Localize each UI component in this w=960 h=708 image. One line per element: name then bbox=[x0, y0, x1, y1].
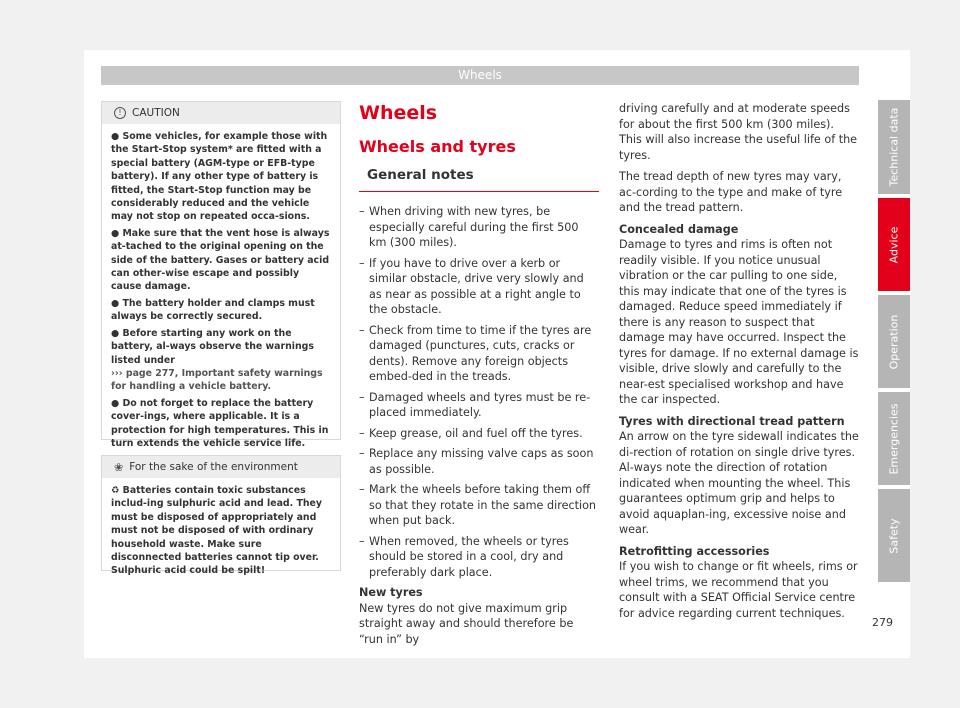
retrofitting-text: If you wish to change or fit wheels, rims or wheel trims, we recommend that you consult with a SEAT Official Service centre for advice regarding current techniques. bbox=[619, 560, 858, 620]
caution-item: ● Before starting any work on the battery, al-ways observe the warnings listed under bbox=[111, 327, 314, 366]
list-item: – When removed, the wheels or tyres should be stored in a cool, dry and preferably dark place. bbox=[359, 534, 599, 581]
right-column bbox=[619, 101, 859, 627]
section-title: Wheels bbox=[359, 102, 438, 124]
paragraph: The tread depth of new tyres may vary, ac-cording to the type and make of tyre and the tread pattern. bbox=[619, 170, 843, 214]
running-header: Wheels bbox=[101, 66, 859, 85]
caution-page-link[interactable]: ››› page 277, Important safety warnings for handling a vehicle battery. bbox=[111, 367, 323, 393]
tab-emergencies[interactable]: Emergencies bbox=[878, 392, 910, 485]
caution-item: ● Do not forget to replace the battery cover-ings, where applicable. It is a protection for high temperatures. This in turn extends the vehicle service life. bbox=[111, 397, 329, 449]
environment-box bbox=[101, 455, 341, 577]
caution-header bbox=[102, 102, 340, 124]
list-item: – Replace any missing valve caps as soon as possible. bbox=[359, 446, 599, 477]
list-item: – When driving with new tyres, be especially careful during the first 500 km (300 miles). bbox=[359, 204, 599, 251]
caution-box bbox=[101, 101, 341, 449]
caution-icon: ! bbox=[114, 107, 126, 119]
paragraph: driving carefully and at moderate speeds for about the first 500 km (300 miles). This will also increase the useful life of the tyres. bbox=[619, 102, 858, 162]
main-column bbox=[359, 101, 599, 647]
topic-title: General notes bbox=[367, 167, 474, 183]
new-tyres-title: New tyres bbox=[359, 586, 423, 599]
environment-header bbox=[102, 456, 340, 478]
environment-icon: ❀ bbox=[114, 460, 124, 474]
tab-technical-data[interactable]: Technical data bbox=[878, 100, 910, 194]
heading-divider bbox=[359, 191, 599, 192]
list-item: – Damaged wheels and tyres must be re-placed immediately. bbox=[359, 390, 599, 421]
directional-text: An arrow on the tyre sidewall indicates the di-rection of rotation on single drive tyres. Al-ways note the direction of rotation indicated when mounting the wheel. This guarantees optimum grip and helps to avoid aquaplan-ing, excessive noise and wear. bbox=[619, 430, 859, 536]
tab-safety[interactable]: Safety bbox=[878, 489, 910, 582]
recycle-icon: ♻ bbox=[111, 485, 123, 496]
caution-item: ● The battery holder and clamps must always be correctly secured. bbox=[111, 297, 315, 323]
tab-operation[interactable]: Operation bbox=[878, 295, 910, 388]
concealed-damage-title: Concealed damage bbox=[619, 222, 739, 236]
list-item: – Keep grease, oil and fuel off the tyres. bbox=[359, 426, 599, 442]
subsection-title: Wheels and tyres bbox=[359, 137, 516, 156]
caution-item: ● Some vehicles, for example those with the Start-Stop system* are fitted with a special battery (AGM-type or EFB-type battery). If any other type of battery is fitted, the Start-Stop function may be considerably reduced and the vehicle may not stop on repeated occa-sions. bbox=[111, 131, 328, 223]
notes-list bbox=[359, 204, 599, 580]
caution-title: CAUTION bbox=[132, 107, 180, 119]
tab-advice[interactable]: Advice bbox=[878, 198, 910, 291]
environment-text: ♻ Batteries contain toxic substances includ-ing sulphuric acid and lead. They must be disposed of appropriately and must not be disposed of with ordinary household waste. Make sure disconnected batteries cannot tip over. Sulphuric acid could be spilt! bbox=[111, 485, 323, 577]
concealed-damage-text: Damage to tyres and rims is often not readily visible. If you notice unusual vibration or the car pulling to one side, this may indicate that one of the tyres is damaged. Reduce speed immediately if there is any reason to suspect that damage may have occurred. Inspect the tyres for damage. If no external damage is visible, drive slowly and carefully to the near-est specialised workshop and have the car inspected. bbox=[619, 238, 859, 406]
list-item: – Mark the wheels before taking them off so that they rotate in the same direction when put back. bbox=[359, 482, 599, 529]
caution-item: ● Make sure that the vent hose is always at-tached to the original opening on the side of the battery. Gases or battery acid can other-wise escape and possibly cause damage. bbox=[111, 227, 330, 293]
directional-title: Tyres with directional tread pattern bbox=[619, 414, 845, 428]
retrofitting-title: Retrofitting accessories bbox=[619, 544, 770, 558]
new-tyres-text: New tyres do not give maximum grip straight away and should therefore be “run in” by bbox=[359, 601, 574, 646]
environment-title: For the sake of the environment bbox=[129, 461, 298, 473]
page-number: 279 bbox=[872, 616, 893, 629]
list-item: – If you have to drive over a kerb or similar obstacle, drive very slowly and as near as possible at a right angle to the obstacle. bbox=[359, 256, 599, 318]
list-item: – Check from time to time if the tyres are damaged (punctures, cuts, cracks or dents). Remove any foreign objects embed-ded in the treads. bbox=[359, 323, 599, 385]
